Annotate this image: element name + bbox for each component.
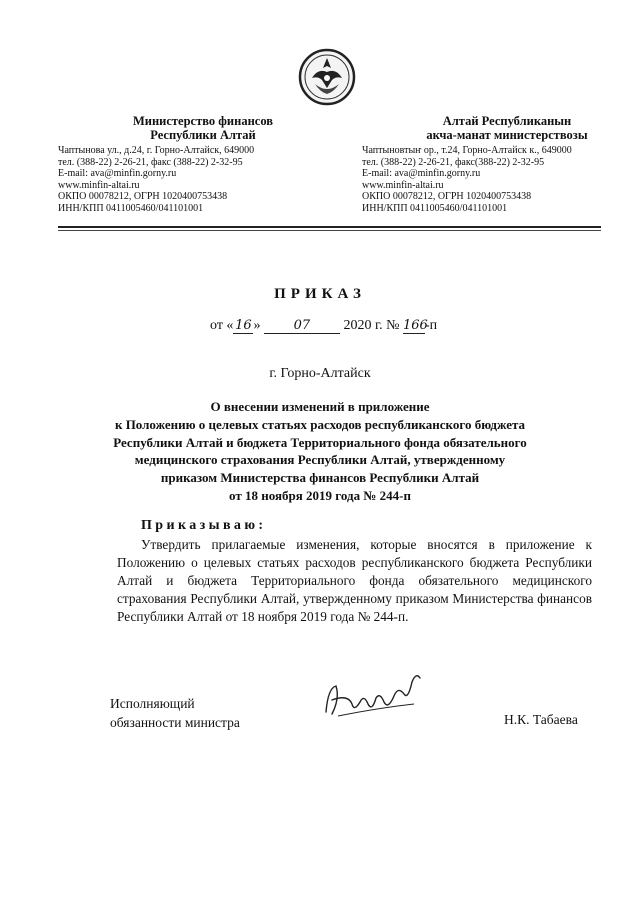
signatory-title-line2: обязанности министра — [110, 715, 240, 730]
state-emblem-icon — [298, 48, 356, 106]
address-ru: Чаптынова ул., д.24, г. Горно-Алтайск, 649000 — [58, 145, 255, 156]
subject-line: О внесении изменений в приложение — [210, 399, 430, 414]
ministry-region-alt: акча-манат министерствозы — [426, 128, 588, 142]
email-alt: E-mail: ava@minfin.gorny.ru — [362, 168, 481, 180]
inn-ru: ИНН/КПП 0411005460/041101001 — [58, 202, 204, 214]
ministry-name-alt: Алтай Республиканын — [442, 114, 572, 128]
date-year: 2020 г. № — [343, 318, 400, 333]
subject-line: приказом Министерства финансов Республики Алтай — [160, 470, 480, 486]
phone-alt: тел. (388-22) 2-26-21, факс(388-22) 2-32-95 — [362, 156, 545, 168]
ministry-name-ru: Министерство финансов — [132, 114, 274, 128]
email-ru: E-mail: ava@minfin.gorny.ru — [58, 168, 177, 180]
number-suffix: -п — [424, 318, 438, 333]
signatory-name: Н.К. Табаева — [504, 712, 578, 727]
phone-ru: тел. (388-22) 2-26-21, факс (388-22) 2-32-95 — [58, 156, 243, 168]
signatory-title — [110, 694, 240, 732]
inn-alt: ИНН/КПП 0411005460/041101001 — [362, 202, 508, 214]
city: г. Горно-Алтайск — [269, 366, 371, 381]
date-prefix: от « — [210, 318, 234, 333]
okpo-alt: ОКПО 00078212, ОГРН 1020400753438 — [362, 191, 532, 203]
header-right — [362, 114, 640, 215]
okpo-ru: ОКПО 00078212, ОГРН 1020400753438 — [58, 191, 228, 203]
signatory-title-line1: Исполняющий — [110, 696, 195, 711]
order-word: Приказываю: — [141, 518, 267, 533]
header-divider-thin — [58, 230, 601, 231]
date-day: 16 — [235, 318, 252, 333]
subject-line: от 18 ноября 2019 года № 244-п — [229, 487, 411, 503]
header-divider — [58, 226, 601, 228]
date-number-line — [210, 318, 630, 334]
document-subject — [90, 398, 550, 505]
document-number: 166 — [402, 318, 428, 333]
document-title: ПРИКАЗ — [274, 286, 366, 302]
handwritten-signature — [318, 668, 428, 724]
website-alt: www.minfin-altai.ru — [362, 179, 444, 191]
address-alt: Чаптыновтыҥ ор., т.24, Горно-Алтайск к., 649000 — [362, 145, 572, 156]
order-body: Утвердить прилагаемые изменения, которые вносятся в приложение к Положению о целевых статьях расходов республиканского бюджета Республики Алтай и бюджета Территориального фонда обязательного медицинского страхования Республики Алтай, утвержденному приказом Министерства финансов Республики Алтай от 18 ноября 2019 года № 244-п. — [117, 537, 592, 624]
subject-line: Республики Алтай и бюджета Территориального фонда обязательного — [113, 434, 527, 450]
date-month: 07 — [264, 318, 340, 334]
header-left — [58, 114, 348, 215]
date-mid: » — [253, 318, 261, 333]
subject-line: к Положению о целевых статьях расходов республиканского бюджета — [114, 416, 526, 432]
subject-line: медицинского страхования Республики Алтай, утвержденному — [134, 452, 506, 468]
ministry-region-ru: Республики Алтай — [150, 128, 256, 142]
website-ru: www.minfin-altai.ru — [58, 179, 140, 191]
